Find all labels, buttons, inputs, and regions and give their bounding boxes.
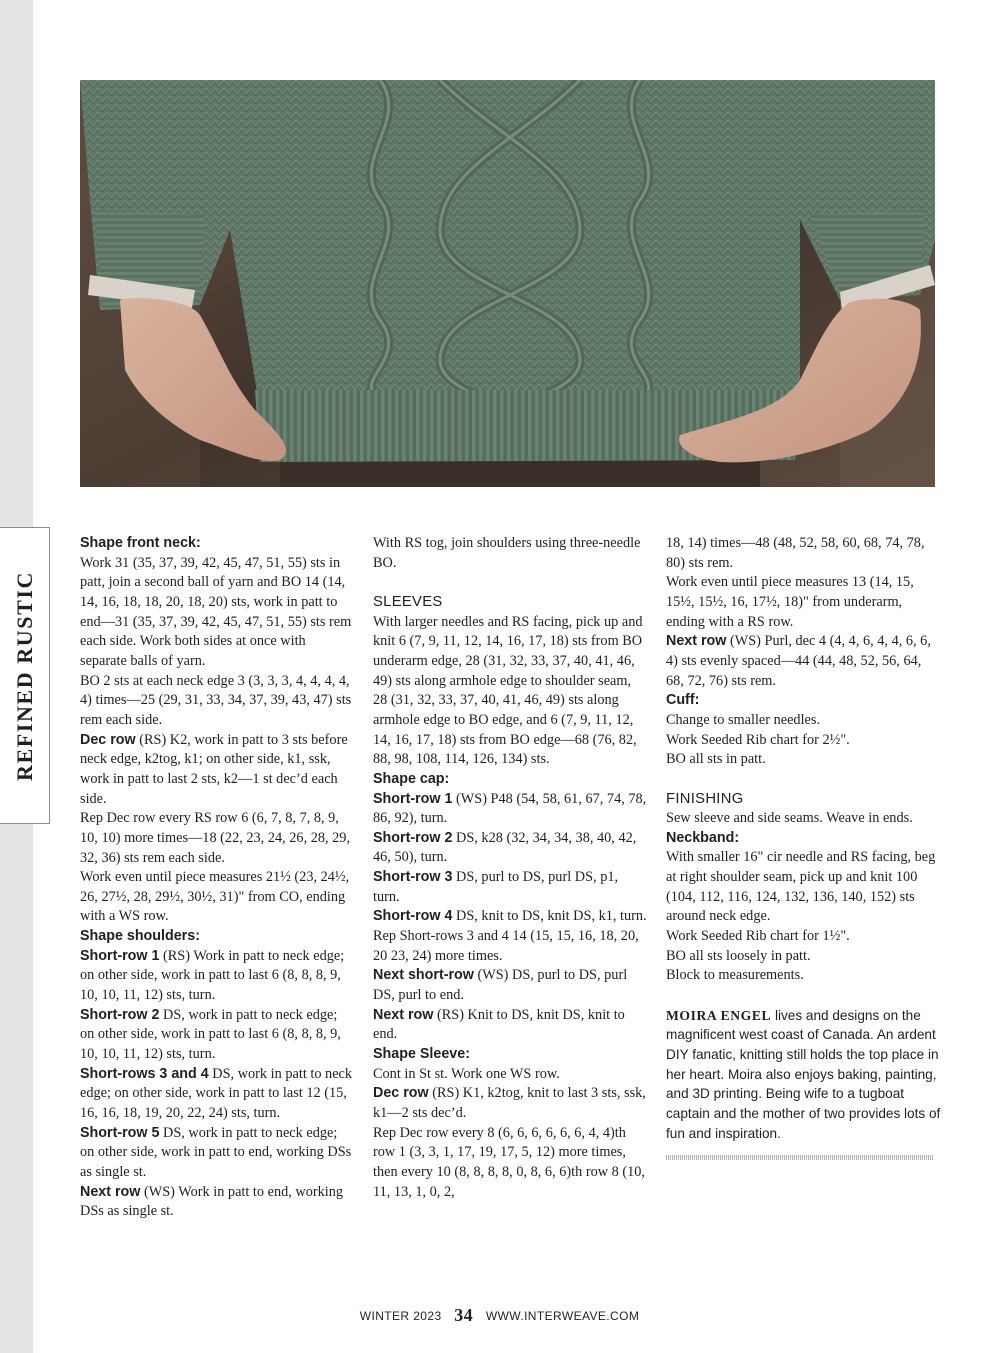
column-3 <box>666 534 941 1160</box>
paragraph: Work Seeded Rib chart for 1½". <box>666 928 850 945</box>
designer-name: MOIRA ENGEL <box>666 1007 772 1023</box>
footer-issue: WINTER 2023 <box>359 1309 442 1323</box>
row-label: Next short-row <box>373 967 474 984</box>
row-text: (RS) Knit to DS, knit DS, knit to end. <box>373 1006 625 1043</box>
row-label: Dec row <box>80 731 136 748</box>
page-number: 34 <box>454 1305 474 1325</box>
paragraph: Sew sleeve and side seams. Weave in ends. <box>666 810 913 827</box>
paragraph: With larger needles and RS facing, pick up and knit 6 (7, 9, 11, 12, 14, 16, 17, 18) sts from BO underarm edge, 28 (31, 32, 33, 37, 40, 41, 46, 49) sts along armhole edge to shoulder seam, 28 (31, 32, 33, 37, 40, 41, 46, 49) sts along armhole edge to BO edge, and 6 (7, 9, 11, 12, 14, 16, 17, 18) sts from BO edge—68 (76, 82, 88, 98, 108, 114, 126, 134) sts. <box>373 613 643 768</box>
row-text: (RS) K2, work in patt to 3 sts before neck edge, k2tog, k1; on other side, k1, ssk, work in patt to last 2 sts, k2—1 st dec’d each side. <box>80 731 348 807</box>
column-1 <box>80 534 355 1222</box>
heading-shape-front-neck: Shape front neck: <box>80 535 201 551</box>
paragraph: Work even until piece measures 13 (14, 15, 15½, 15½, 16, 17½, 18)" from underarm, ending with a RS row. <box>666 574 914 630</box>
section-tab-label: REFINED RUSTIC <box>12 570 37 782</box>
divider-rule <box>666 1155 934 1160</box>
paragraph: Rep Dec row every RS row 6 (6, 7, 8, 7, 8, 9, 10, 10) more times—18 (22, 23, 24, 26, 28, 29, 32, 36) sts rem each side. <box>80 810 351 866</box>
heading-shape-shoulders: Shape shoulders: <box>80 928 200 945</box>
paragraph: With RS tog, join shoulders using three-needle BO. <box>373 535 641 571</box>
row-text: DS, purl to DS, purl DS, p1, turn. <box>373 869 619 905</box>
row-label: Dec row <box>373 1085 429 1102</box>
row-text: (RS) K1, k2tog, knit to last 3 sts, ssk, k1—2 sts dec’d. <box>373 1085 646 1122</box>
heading-neckband: Neckband: <box>666 829 740 846</box>
section-tab <box>0 527 50 824</box>
column-2 <box>373 534 648 1202</box>
paragraph: Cont in St st. Work one WS row. <box>373 1065 560 1082</box>
paragraph: Rep Dec row every 8 (6, 6, 6, 6, 6, 6, 4, 4)th row 1 (3, 3, 1, 17, 19, 17, 5, 12) more times, then every 10 (8, 8, 8, 8, 0, 8, 6, 6)th row 8 (10, 11, 13, 1, 0, 2, <box>373 1124 645 1200</box>
page-footer <box>0 1304 999 1325</box>
row-text: DS, work in patt to neck edge; on other side, work in patt to end, working DSs as single st. <box>80 1124 352 1180</box>
row-label: Short-row 4 <box>373 908 453 925</box>
row-label: Next row <box>80 1183 141 1200</box>
heading-shape-cap: Shape cap: <box>373 770 450 787</box>
row-label: Short-row 2 <box>373 829 453 846</box>
paragraph: BO all sts loosely in patt. <box>666 947 811 964</box>
paragraph: Change to smaller needles. <box>666 711 821 728</box>
row-label: Short-row 2 <box>80 1006 160 1023</box>
row-label: Short-row 1 <box>373 790 453 807</box>
row-text: (WS) Work in patt to end, working DSs as single st. <box>80 1183 344 1220</box>
row-text: DS, k28 (32, 34, 34, 38, 40, 42, 46, 50), turn. <box>373 829 637 866</box>
heading-cuff: Cuff: <box>666 692 700 709</box>
row-text: DS, work in patt to neck edge; on other side, work in patt to last 12 (15, 16, 16, 18, 19, 20, 22, 24) sts, turn. <box>80 1065 353 1122</box>
row-label: Short-rows 3 and 4 <box>80 1065 209 1082</box>
designer-bio-text: lives and designs on the magnificent west coast of Canada. An ardent DIY fanatic, knitting still holds the top place in her heart. Moira also enjoys baking, painting, and 3D printing. Being wife to a tugboat captain and the mother of two provides lots of fun and inspiration. <box>666 1007 941 1141</box>
row-text: (WS) DS, purl to DS, purl DS, purl to end. <box>373 967 628 1004</box>
paragraph: Block to measurements. <box>666 967 804 984</box>
row-text: DS, work in patt to neck edge; on other side, work in patt to last 6 (8, 8, 8, 9, 10, 10, 11, 12) sts, turn. <box>80 1006 341 1063</box>
row-text: (WS) Purl, dec 4 (4, 4, 6, 4, 4, 6, 6, 4) sts evenly spaced—44 (44, 48, 52, 56, 64, 68, 72, 76) sts rem. <box>666 633 931 689</box>
row-label: Short-row 5 <box>80 1124 160 1141</box>
designer-bio <box>666 1006 941 1144</box>
row-label: Short-row 3 <box>373 869 453 886</box>
section-heading-sleeves: SLEEVES <box>373 593 443 610</box>
footer-website: WWW.INTERWEAVE.COM <box>485 1309 640 1323</box>
paragraph: Work 31 (35, 37, 39, 42, 45, 47, 51, 55) sts in patt, join a second ball of yarn and BO 14 (14, 14, 16, 18, 18, 20, 18, 20) sts, work in patt to end—31 (35, 37, 39, 42, 45, 47, 51, 55) sts rem each side. Work both sides at once with separate balls of yarn. <box>80 554 352 669</box>
paragraph: Work Seeded Rib chart for 2½". <box>666 731 850 748</box>
row-text: (WS) P48 (54, 58, 61, 67, 74, 78, 86, 92), turn. <box>373 790 647 827</box>
sweater-photo <box>80 80 935 487</box>
row-label: Next row <box>666 633 727 650</box>
row-label: Short-row 1 <box>80 947 160 964</box>
row-text: (RS) Work in patt to neck edge; on other side, work in patt to last 6 (8, 8, 8, 9, 10, 10, 11, 12) sts, turn. <box>80 947 345 1004</box>
row-text: DS, knit to DS, knit DS, k1, turn. <box>452 908 647 925</box>
paragraph: BO 2 sts at each neck edge 3 (3, 3, 3, 4, 4, 4, 4, 4) times—25 (29, 31, 33, 34, 37, 39, 43, 47) sts rem each side. <box>80 672 352 728</box>
paragraph: 18, 14) times—48 (48, 52, 58, 60, 68, 74, 78, 80) sts rem. <box>666 535 925 571</box>
paragraph: With smaller 16" cir needle and RS facing, beg at right shoulder seam, pick up and knit 100 (104, 112, 116, 124, 132, 136, 140, 152) sts around neck edge. <box>666 849 936 925</box>
paragraph: BO all sts in patt. <box>666 751 766 768</box>
row-label: Next row <box>373 1006 434 1023</box>
paragraph: Work even until piece measures 21½ (23, 24½, 26, 27½, 28, 29½, 30½, 31)" from CO, ending with a WS row. <box>80 869 350 925</box>
section-heading-finishing: FINISHING <box>666 790 744 807</box>
heading-shape-sleeve: Shape Sleeve: <box>373 1046 470 1063</box>
paragraph: Rep Short-rows 3 and 4 14 (15, 15, 16, 18, 20, 20 23, 24) more times. <box>373 928 639 964</box>
